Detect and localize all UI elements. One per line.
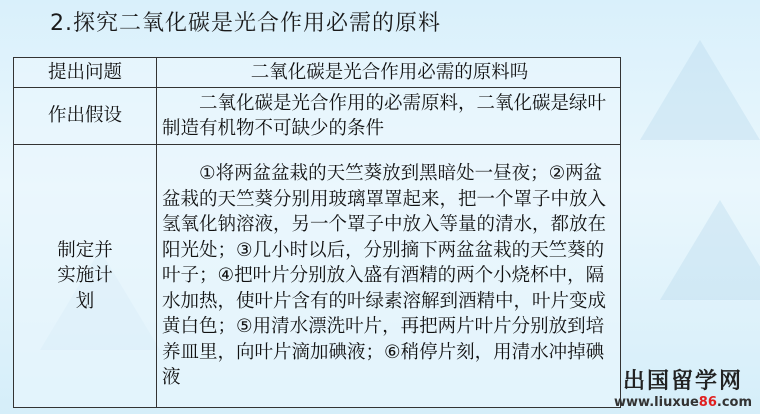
row-content: 二氧化碳是光合作用必需的原料吗 xyxy=(157,58,621,88)
row-label: 制定并实施计划 xyxy=(14,145,157,408)
watermark-url: www.liuxue86.com xyxy=(614,395,752,410)
table-row xyxy=(14,145,621,408)
row-content: 二氧化碳是光合作用的必需原料，二氧化碳是绿叶制造有机物不可缺少的条件 xyxy=(157,88,621,145)
row-label: 提出问题 xyxy=(14,58,157,88)
background-triangle xyxy=(640,40,760,140)
watermark-name: 出国留学网 xyxy=(623,369,744,394)
section-title: 2.探究二氧化碳是光合作用必需的原料 xyxy=(50,11,441,36)
background-triangle xyxy=(660,200,760,300)
experiment-table xyxy=(13,57,621,408)
table-row xyxy=(14,58,621,88)
table-row xyxy=(14,88,621,145)
site-watermark xyxy=(614,364,752,410)
row-content: ①将两盆盆栽的天竺葵放到黑暗处一昼夜；②两盆盆栽的天竺葵分别用玻璃罩罩起来，把一个罩子中放入氢氧化钠溶液，另一个罩子中放入等量的清水，都放在阳光处；③几小时以后，分别摘下两盆盆栽的天竺葵的叶子；④把叶片分别放入盛有酒精的两个小烧杯中，隔水加热，使叶片含有的叶绿素溶解到酒精中，叶片变成黄白色；⑤用清水漂洗叶片，再把两片叶片分别放到培养皿里，向叶片滴加碘液；⑥稍停片刻，用清水冲掉碘液 xyxy=(157,145,621,408)
row-label: 作出假设 xyxy=(14,88,157,145)
